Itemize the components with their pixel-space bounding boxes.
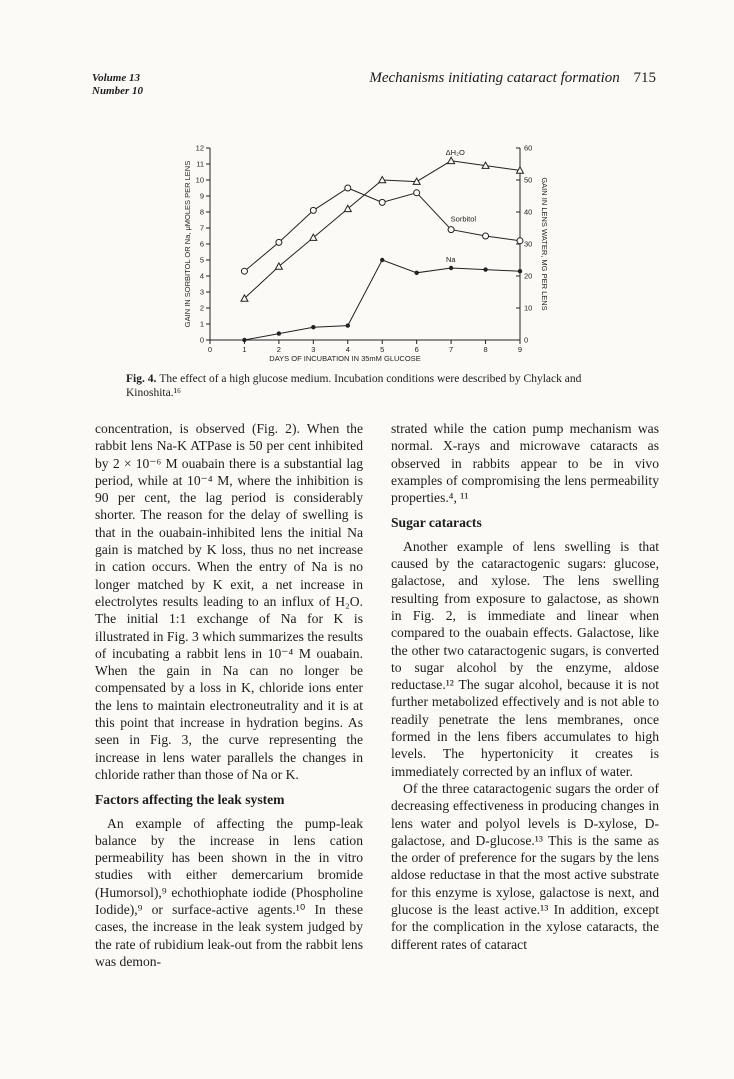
caption-label: Fig. 4.: [126, 373, 157, 385]
x-tick-label: 8: [483, 345, 488, 354]
data-point: [346, 323, 350, 327]
x-tick-label: 9: [517, 345, 523, 354]
running-header-right: [369, 70, 656, 87]
data-point: [276, 239, 282, 245]
y-right-tick-label: 20: [524, 271, 533, 281]
data-point: [518, 269, 522, 273]
data-point: [241, 268, 247, 274]
x-axis-title: DAYS OF INCUBATION IN 35mM GLUCOSE: [269, 354, 421, 363]
data-point: [311, 325, 315, 329]
x-tick-label: 2: [276, 345, 281, 354]
running-title: Mechanisms initiating cataract formation: [369, 70, 620, 86]
x-tick-label: 3: [311, 345, 316, 354]
left-column: [95, 420, 363, 970]
x-tick-label: 6: [414, 345, 419, 354]
section-heading-leak: Factors affecting the leak system: [95, 792, 285, 808]
x-tick-label: 4: [345, 345, 350, 354]
data-point: [517, 238, 523, 244]
right-paragraph-1: strated while the cation pump mechanism was normal. X-rays and microwave cataracts as observed in rabbits appear to be in vivo examples of compromising the lens permeability properties.⁴, ¹¹: [391, 421, 659, 506]
y-axis-left-title: GAIN IN SORBITOL OR Na, μMOLES PER LENS: [183, 160, 192, 328]
line-chart: [180, 138, 580, 370]
number-label: Number 10: [92, 85, 144, 97]
left-paragraph-2: An example of affecting the pump-leak balance by the increase in lens cation permeability has been shown in the in vitro studies with either demercarium bromide (Humorsol),⁹ echothiophate iodide (Phospholine Iodide),⁹ or surface-active agents.¹⁰ In these cases, the increase in the leak system judged by the rate of rubidium leak-out from the rabbit lens was demon-: [95, 815, 363, 969]
y-left-tick-label: 10: [195, 175, 204, 185]
data-point: [449, 266, 453, 270]
series-label: Sorbitol: [450, 214, 477, 224]
right-column: [391, 420, 659, 953]
volume-label: Volume 13: [92, 72, 140, 84]
series-label: Na: [446, 255, 456, 264]
data-point: [277, 331, 281, 335]
data-point: [414, 271, 418, 275]
x-tick-label: 7: [449, 345, 454, 354]
y-left-tick-label: 0: [199, 335, 204, 345]
y-right-tick-label: 50: [524, 175, 533, 185]
y-right-tick-label: 60: [524, 143, 533, 153]
y-left-tick-label: 8: [199, 207, 204, 217]
y-left-tick-label: 5: [199, 255, 204, 265]
figure-4: [180, 138, 580, 370]
caption-text: The effect of a high glucose medium. Incubation conditions were described by Chylack and Kinoshita.¹⁶: [126, 373, 582, 399]
y-left-tick-label: 6: [199, 239, 204, 249]
x-tick-label: 0: [207, 345, 213, 354]
y-left-tick-label: 3: [199, 287, 204, 297]
y-left-tick-label: 11: [196, 159, 204, 169]
y-left-tick-label: 2: [199, 303, 204, 313]
figure-caption: [126, 372, 636, 400]
page-number: 715: [633, 70, 656, 86]
data-point: [380, 258, 384, 262]
left-paragraph-1: concentration, is observed (Fig. 2). When the rabbit lens Na-K ATPase is 50 per cent inhibited by 2 × 10⁻⁶ M ouabain there is a substantial lag period, while at 10⁻⁴ M, where the inhibition is 90 per cent, the lag period is considerably shorter. The reason for the delay of swelling is that in the ouabain-inhibited lens the initial Na gain is matched by K loss, thus no net increase in cation occurs. When the entry of Na is no longer matched by K exit, a net increase in electrolytes results leading to an influx of H₂O. The initial 1:1 exchange of Na for K is illustrated in Fig. 3 which summarizes the results of incubating a rabbit lens in 10⁻⁴ M ouabain. When the gain in Na can no longer be compensated by a loss in K, chloride ions enter the lens to maintain electroneutrality and it is at this point that increase in hydration begins. As seen in Fig. 3, the curve representing the increase in lens water parallels the changes in chloride rather than those of Na or K.: [95, 421, 363, 782]
section-heading-sugar: Sugar cataracts: [391, 515, 482, 531]
x-tick-label: 1: [242, 345, 247, 354]
y-left-tick-label: 9: [199, 191, 204, 201]
series-line: [244, 260, 520, 340]
data-point: [483, 233, 489, 239]
running-header-left: [92, 72, 143, 98]
data-point: [448, 227, 454, 233]
y-right-tick-label: 0: [524, 335, 529, 345]
y-right-tick-label: 10: [524, 303, 533, 313]
y-axis-right-title: GAIN IN LENS WATER, MG PER LENS: [540, 177, 549, 311]
data-point: [448, 157, 455, 163]
y-right-tick-label: 40: [524, 207, 533, 217]
y-left-tick-label: 1: [199, 319, 204, 329]
right-paragraph-2: Another example of lens swelling is that caused by the cataractogenic sugars: glucose, galactose, and xylose. The lens swelling resulting from exposure to galactose, as shown in Fig. 2, is immediate and linear when compared to the ouabain effects. Galactose, like the other two cataractogenic sugars, is converted to sugar alcohol by the enzyme, aldose reductase.¹² The sugar alcohol, because it is not further metabolized effectively and is not able to readily penetrate the lens membranes, once formed in the lens fibers accumulates to high levels. The hypertonicity it creates is immediately corrected by an influx of water.: [391, 538, 659, 779]
right-paragraph-3: Of the three cataractogenic sugars the order of decreasing effectiveness in producing changes in lens water and polyol levels is D-xylose, D-galactose, and D-glucose.¹³ This is the same as the order of preference for the sugars by the lens aldose reductase in that the most active substrate for this enzyme is xylose, galactose is next, and glucose is the least active.¹³ In addition, except for the complication in the xylose cataracts, the different rates of cataract: [391, 780, 659, 952]
y-left-tick-label: 7: [199, 223, 204, 233]
data-point: [379, 199, 385, 205]
y-left-tick-label: 12: [195, 143, 204, 153]
y-left-tick-label: 4: [199, 271, 204, 281]
x-tick-label: 5: [380, 345, 385, 354]
data-point: [242, 338, 246, 342]
series-label: ΔH₂O: [445, 147, 465, 157]
data-point: [345, 185, 351, 191]
data-point: [483, 267, 487, 271]
data-point: [310, 207, 316, 213]
data-point: [414, 190, 420, 196]
y-right-tick-label: 30: [524, 239, 533, 249]
